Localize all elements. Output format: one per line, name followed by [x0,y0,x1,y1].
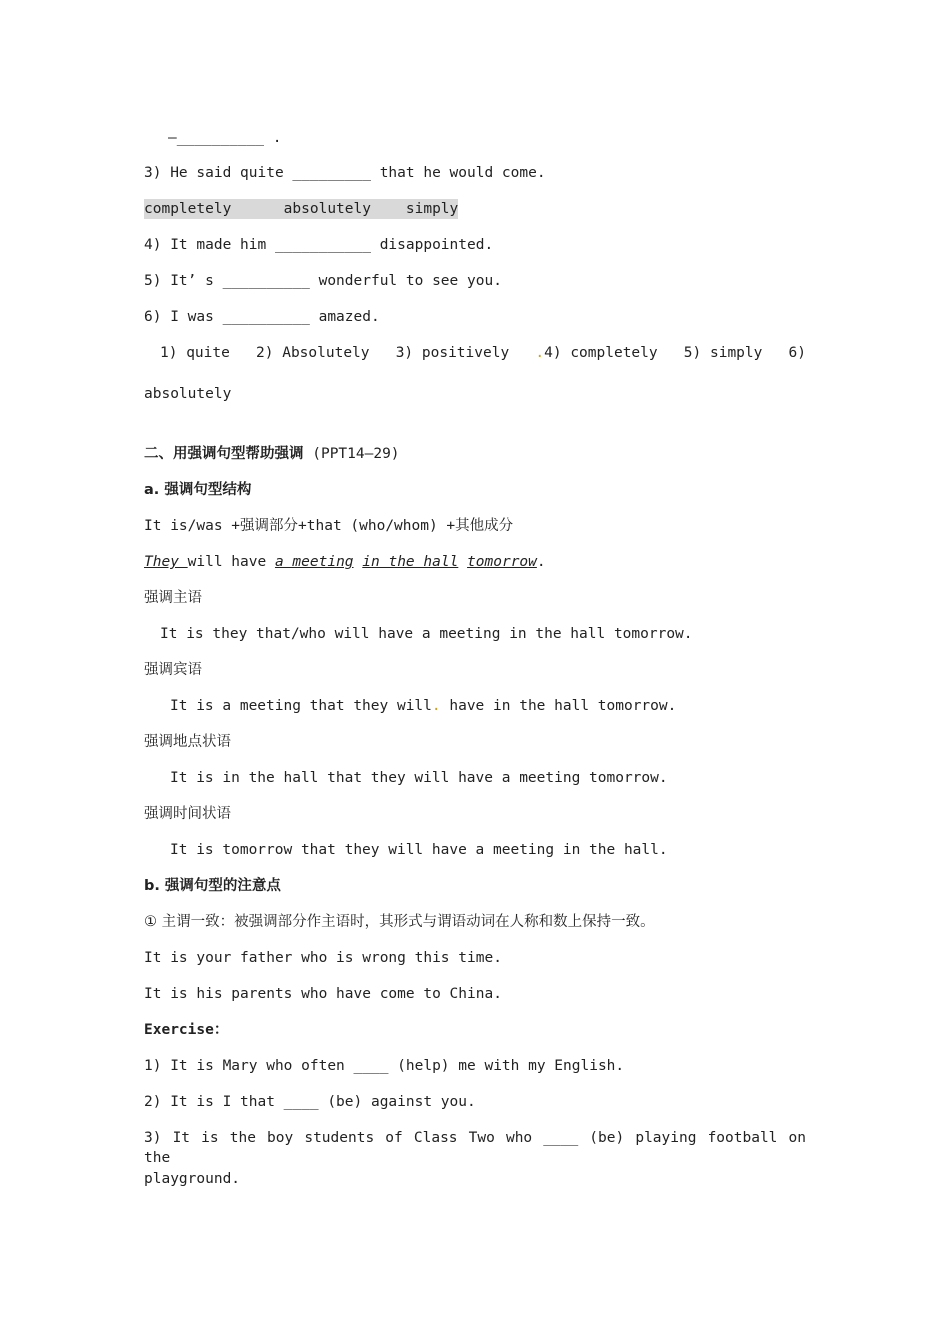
section-2-title: 二、用强调句型帮助强调 [144,446,304,462]
exercise-3: 3) It is the boy students of Class Two who ____ (be) playing football on the [144,1130,806,1166]
example-verb: will have [187,554,275,570]
example-time: tomorrow [467,554,537,570]
example-subject: They [144,554,188,570]
exercise-heading: Exercise： [144,1022,229,1038]
answer-marker: . [535,345,545,361]
blank-line-top: —__________ . [168,130,282,146]
answers-second-part: 4) completely 5) simply 6) [544,345,807,361]
section-2-ref: (PPT14—29) [303,446,400,462]
option-list: completely absolutely simply [144,201,459,217]
answer-key-line-2: absolutely [144,386,232,402]
example-place: in the hall [362,554,459,570]
object-label: 强调宾语 [144,662,202,678]
subject-example: It is they that/who will have a meeting in the hall tomorrow. [160,626,693,642]
section-2-heading [144,444,400,464]
question-3: 3) He said quite _________ that he would come. [144,165,546,181]
subject-label: 强调主语 [144,590,202,606]
place-label: 强调地点状语 [144,734,231,750]
rule-1: ① 主谓一致：被强调部分作主语时，其形式与谓语动词在人称和数上保持一致。 [144,914,655,930]
answers-first-part: 1) quite 2) Absolutely 3) positively [160,345,536,361]
object-example [170,696,676,716]
time-label: 强调时间状语 [144,806,231,822]
subheading-b: b. 强调句型的注意点 [144,878,281,894]
structure-formula: It is/was +强调部分+that (who/whom) +其他成分 [144,518,514,534]
rule-1-example-2: It is his parents who have come to China. [144,986,502,1002]
place-example: It is in the hall that they will have a meeting tomorrow. [170,770,668,786]
exercise-2: 2) It is I that ____ (be) against you. [144,1094,476,1110]
example-sentence [144,552,546,572]
object-example-a: It is a meeting that they will [170,698,432,714]
object-example-b: have in the hall tomorrow. [440,698,677,714]
subheading-a: a. 强调句型结构 [144,482,252,498]
question-6: 6) I was __________ amazed. [144,309,380,325]
exercise-1: 1) It is Mary who often ____ (help) me with my English. [144,1058,625,1074]
rule-1-example-1: It is your father who is wrong this time. [144,950,502,966]
question-4: 4) It made him ___________ disappointed. [144,237,494,253]
object-example-marker: . [431,698,441,714]
time-example: It is tomorrow that they will have a meeting in the hall. [170,842,668,858]
example-object: a meeting [274,554,354,570]
answer-key-line-1 [160,343,806,363]
question-5: 5) It’ s __________ wonderful to see you. [144,273,502,289]
example-period: . [536,554,546,570]
exercise-3-continued: playground. [144,1171,241,1187]
